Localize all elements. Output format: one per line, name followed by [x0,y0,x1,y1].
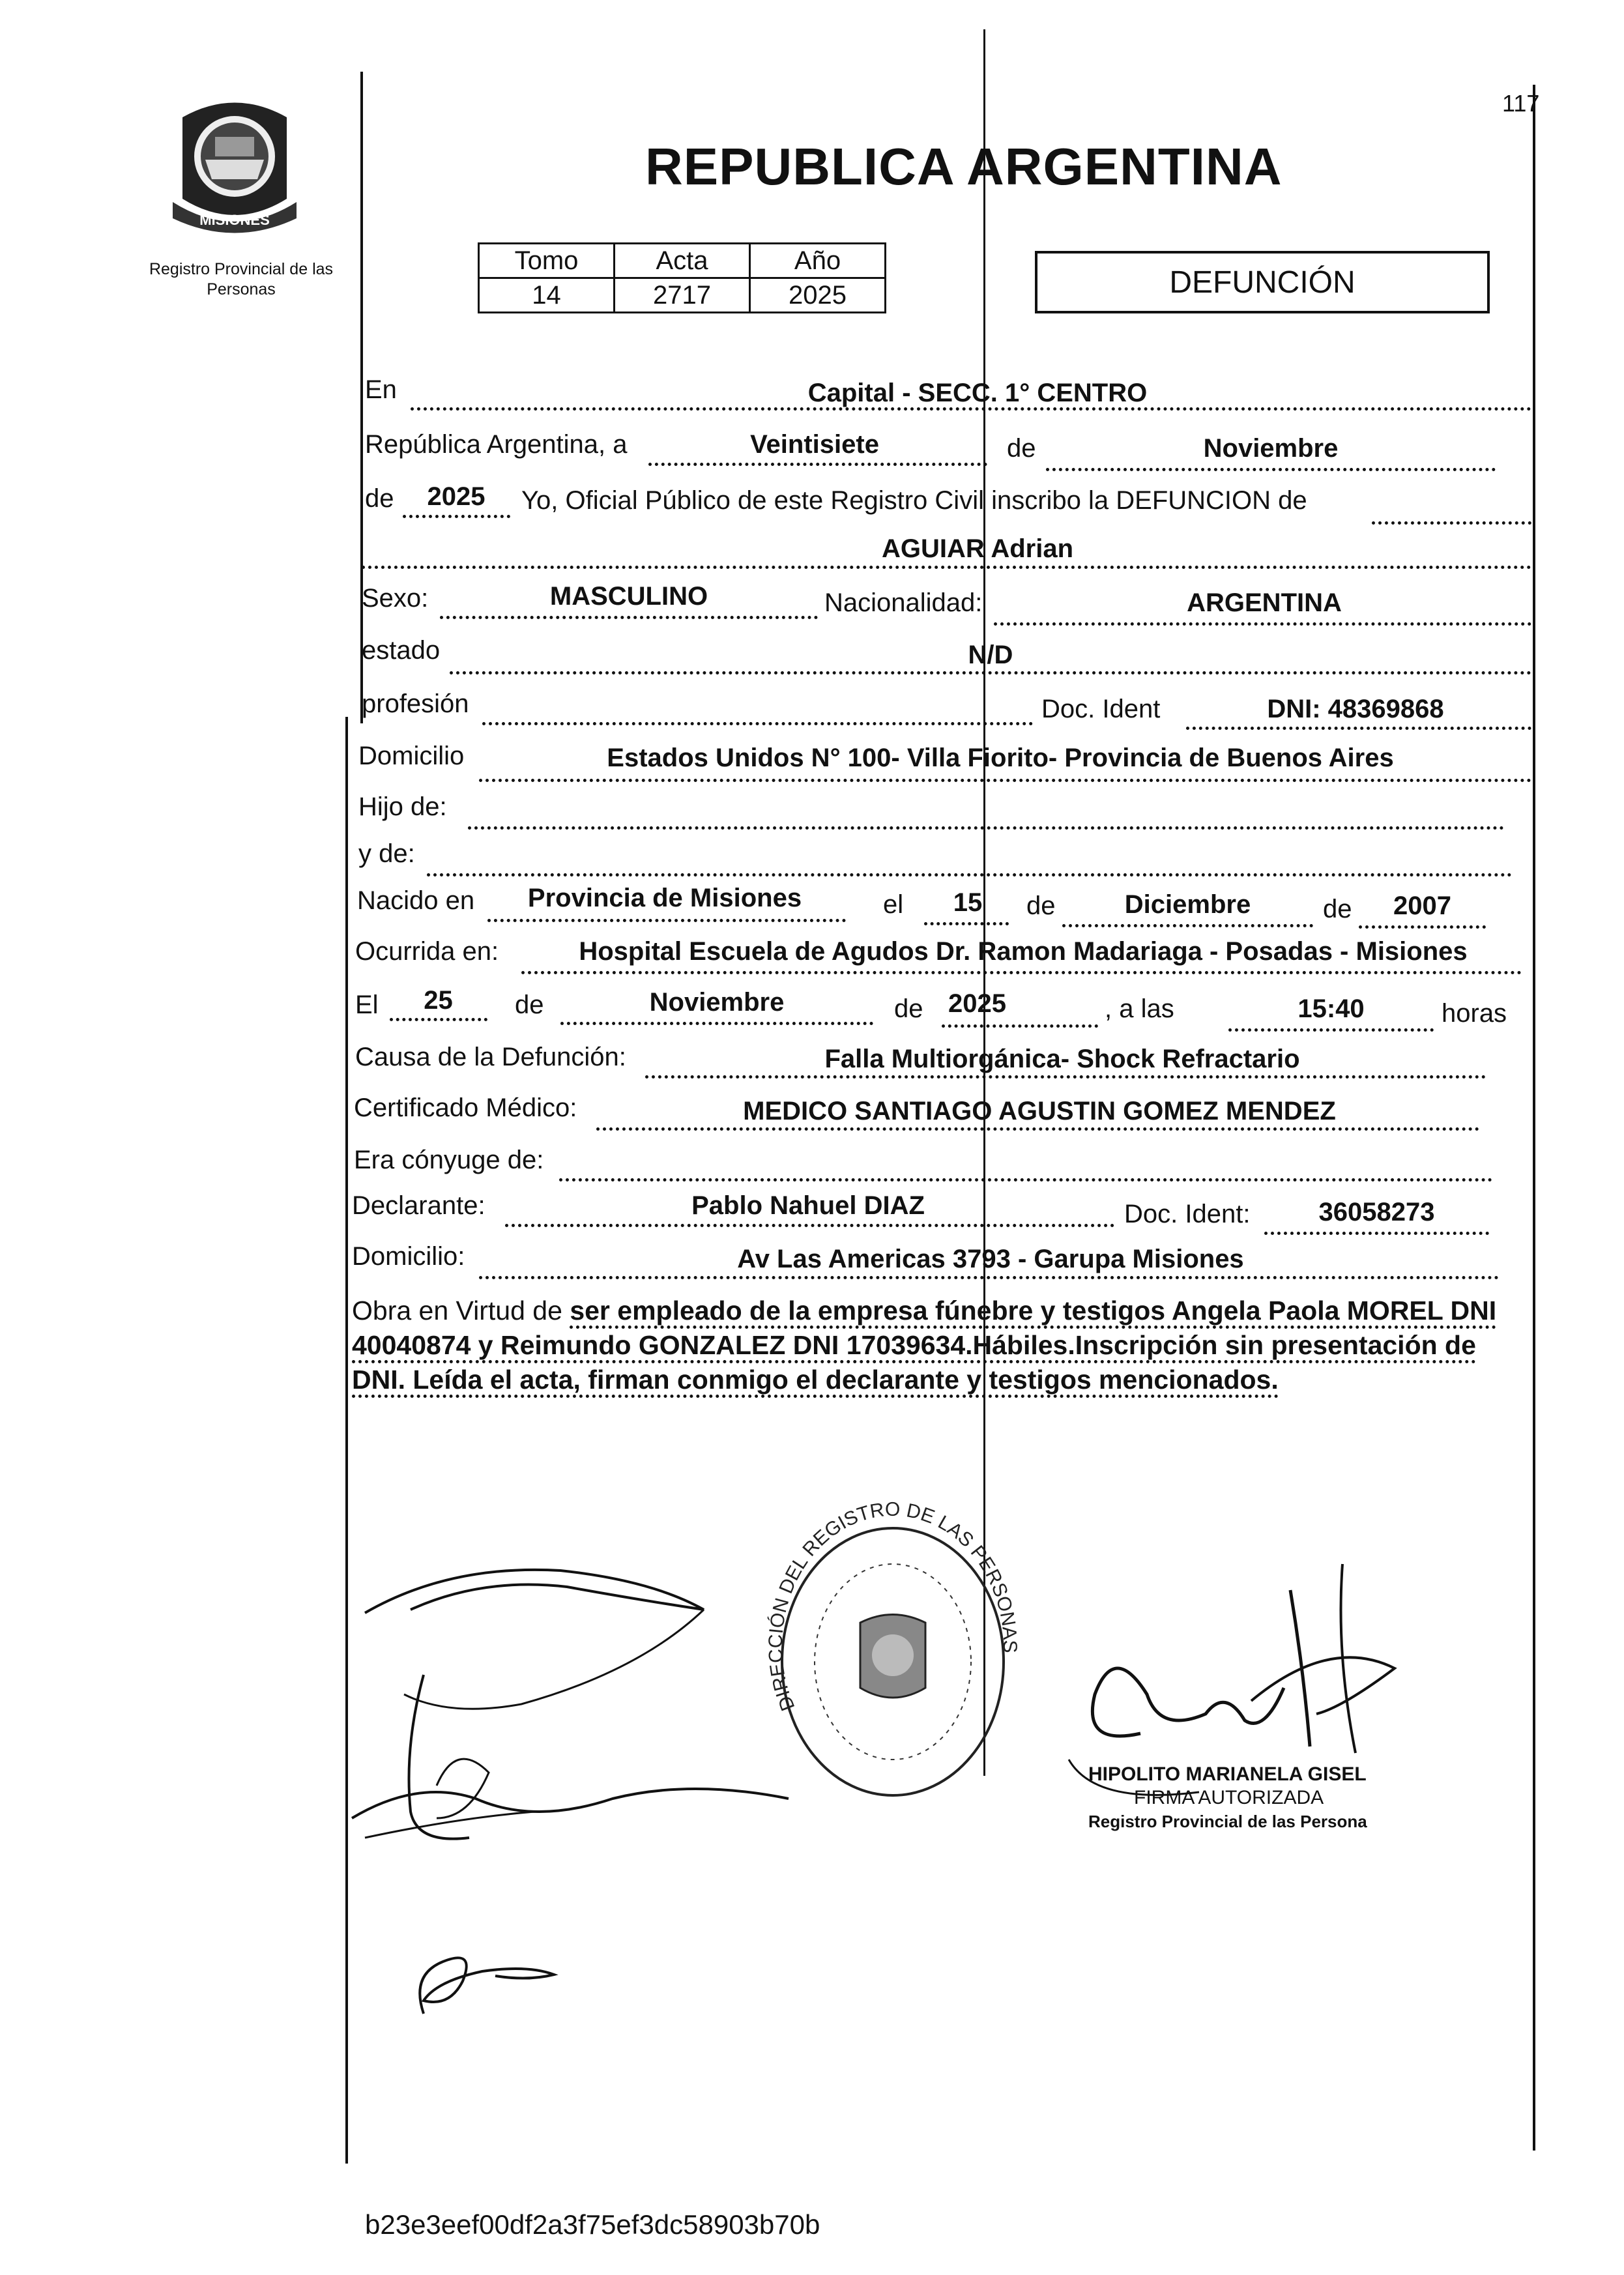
left-margin-line [360,72,363,723]
field-line-declarante [505,1224,1114,1227]
witness-signature-1 [339,1668,795,1896]
field-line-fallec-mes [560,1022,873,1025]
label-de-nacido: de [1026,891,1056,920]
label-de-line: de [365,484,394,513]
value-ocurrida-en: Hospital Escuela de Agudos Dr. Ramon Madariaga - Posadas - Misiones [579,937,1468,966]
value-declarante-doc: 36058273 [1318,1198,1435,1226]
label-de-fallec: de [515,991,544,1019]
field-line-nacionalidad [994,622,1531,626]
field-line-nacido-mes [1062,924,1313,927]
value-fallec-dia: 25 [424,986,453,1015]
table-value-anio: 2025 [750,278,886,313]
value-mes: Noviembre [1203,434,1339,463]
label-profesion: profesión [362,689,469,718]
field-line-profesion [482,722,1033,725]
value-obra-texto: ser empleado de la empresa fúnebre y testigos Angela Paola MOREL DNI 40040874 y Reimundo GONZALEZ DNI 17039634.Hábiles.Inscripción sin presentación de DNI. Leída el acta, firman conmigo el declarante y testigos mencionados. [352,1296,1496,1398]
value-nacido-en: Provincia de Misiones [527,884,802,912]
registry-name: Registro Provincial de las Personas [149,260,334,299]
label-de-fallec-anio: de [894,994,923,1023]
table-value-acta: 2717 [615,278,750,313]
field-line-sexo [440,616,818,619]
value-nacido-anio: 2007 [1393,891,1451,920]
value-declarante: Pablo Nahuel DIAZ [691,1191,925,1220]
label-hijo-de: Hijo de: [358,792,447,821]
field-line-nacido-anio [1359,925,1486,929]
label-domicilio: Domicilio [358,742,465,770]
field-line-nacido-en [487,919,846,922]
crest-text: MISIONES [199,212,270,228]
value-dia-letras: Veintisiete [750,430,879,459]
field-line-declarante-domicilio [479,1276,1499,1279]
field-line-conyuge [559,1178,1492,1181]
field-line-nacido-dia [924,922,1009,925]
label-causa: Causa de la Defunción: [355,1043,626,1071]
field-line-certificado [596,1127,1479,1131]
field-line-lugar [411,407,1531,411]
table-value-tomo: 14 [479,278,615,313]
record-table [478,242,886,313]
label-el: el [883,890,904,919]
label-doc-ident: Doc. Ident [1041,695,1161,723]
value-nacionalidad: ARGENTINA [1187,588,1342,617]
value-lugar: Capital - SECC. 1° CENTRO [807,379,1148,407]
label-certificado: Certificado Médico: [354,1094,577,1122]
field-line-fallec-hora [1228,1028,1434,1032]
field-line-doc-ident [1186,727,1531,730]
country-title: REPUBLICA ARGENTINA [645,138,1283,196]
label-a-las: , a las [1105,994,1174,1023]
label-de-nacido-anio: de [1323,895,1352,923]
value-declarante-domicilio: Av Las Americas 3793 - Garupa Misiones [737,1245,1244,1273]
certifier-org: Registro Provincial de las Persona [1088,1812,1367,1831]
witness-signature-2 [398,1935,567,2027]
label-yo-oficial: Yo, Oficial Público de este Registro Civil inscribo la DEFUNCION de [521,486,1307,515]
field-line-fallec-dia [390,1018,487,1021]
label-doc-ident-declarante: Doc. Ident: [1124,1200,1251,1228]
label-el-upper: El [355,991,379,1019]
field-line-mes [1046,468,1496,471]
label-declarante: Declarante: [352,1191,486,1220]
right-edge-line [1533,85,1535,2151]
field-line-nombre [362,566,1531,569]
label-ocurrida-en: Ocurrida en: [355,937,499,966]
record-type-box: DEFUNCIÓN [1035,251,1490,313]
field-line-estado [450,671,1531,674]
certifier-block [1088,1763,1367,1833]
value-nombre: AGUIAR Adrian [881,534,1074,563]
document-hash: b23e3eef00df2a3f75ef3dc58903b70b [365,2209,820,2240]
label-republica: República Argentina, a [365,430,628,459]
obra-en-virtud-paragraph [352,1294,1518,1397]
table-header-acta: Acta [615,244,750,278]
value-documento: DNI: 48369868 [1267,695,1444,723]
official-stamp [762,1492,1023,1818]
field-line-hijo-de [468,826,1504,830]
value-certificado: MEDICO SANTIAGO AGUSTIN GOMEZ MENDEZ [743,1097,1336,1125]
field-line-declarante-doc [1264,1232,1489,1235]
label-en: En [365,375,397,404]
field-line-fallec-anio [942,1024,1098,1028]
table-header-anio: Año [750,244,886,278]
label-obra: Obra en Virtud de [352,1296,562,1326]
field-line-anio [403,515,510,518]
label-nacionalidad: Nacionalidad: [824,588,983,617]
field-line-causa [645,1075,1486,1079]
value-domicilio: Estados Unidos N° 100- Villa Fiorito- Provincia de Buenos Aires [607,744,1394,772]
label-conyuge: Era cónyuge de: [354,1146,544,1174]
value-sexo: MASCULINO [549,582,708,611]
page-number: 117 [1502,90,1540,117]
value-nacido-mes: Diciembre [1124,890,1251,919]
value-causa: Falla Multiorgánica- Shock Refractario [824,1045,1300,1073]
value-fallec-mes: Noviembre [649,988,785,1017]
value-nacido-dia: 15 [953,888,983,917]
label-nacido-en: Nacido en [357,886,475,915]
value-anio: 2025 [427,482,486,511]
label-domicilio-declarante: Domicilio: [352,1242,465,1271]
field-line-ocurrida-en [521,971,1522,974]
crest-logo [160,91,310,238]
field-line-domicilio [479,779,1531,782]
label-sexo: Sexo: [362,584,429,613]
value-fallec-hora: 15:40 [1298,994,1365,1023]
value-estado: N/D [968,641,1013,669]
table-header-tomo: Tomo [479,244,615,278]
label-de-1: de [1007,434,1036,463]
label-horas: horas [1442,999,1507,1028]
field-line-y-de [427,873,1512,877]
value-fallec-anio: 2025 [948,989,1006,1018]
field-line-defuncion-de [1372,521,1531,525]
certifier-role: FIRMA AUTORIZADA [1134,1787,1324,1808]
certifier-name: HIPOLITO MARIANELA GISEL [1088,1763,1367,1785]
label-estado: estado [362,636,441,665]
left-margin-line-lower [345,717,348,2164]
stamp-text: DIRECCIÓN DEL REGISTRO DE LAS PERSONAS [764,1498,1021,1714]
field-line-dia [648,463,987,466]
label-y-de: y de: [358,839,415,868]
